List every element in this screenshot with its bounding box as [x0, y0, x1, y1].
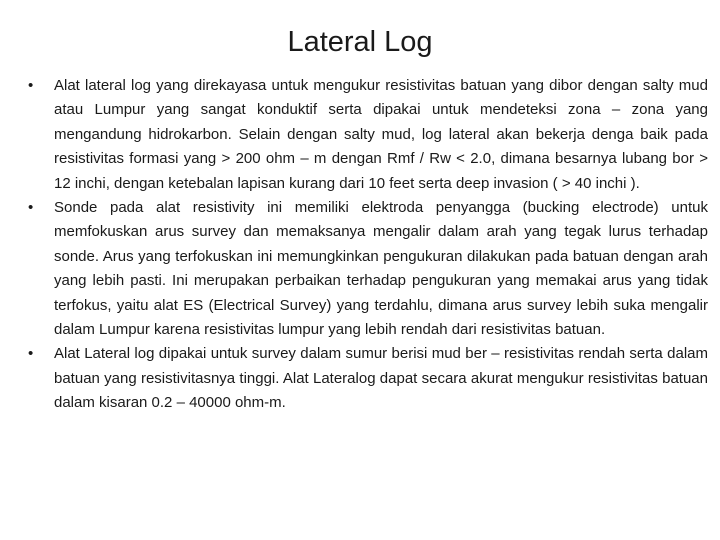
bullet-dot-icon: •: [28, 345, 34, 363]
bullet-dot-icon: •: [28, 77, 34, 94]
bullet-text: Sonde pada alat resistivity ini memiliki elektroda penyangga (bucking electrode) untuk memfokuskan arus survey dan memaksanya mengalir dalam arah yang tegak lurus terhadap sonde. Arus yang terfokuskan ini memungkinkan pengukuran dilakukan pada batuan dengan arah yang lebih pasti. Ini merupakan perbaikan terhadap pengukuran yang memakai arus yang tidak terfokus, yaitu alat ES (Electrical Survey) yang terdahlu, dimana arus survey lebih suka mengalir dalam Lumpur karena resistivitas lumpur yang lebih rendah dari resistivitas batuan.: [54, 199, 708, 339]
bullet-list: [28, 74, 708, 416]
bullet-item: [28, 342, 708, 415]
slide-title: Lateral Log: [287, 26, 433, 58]
bullet-text: Alat Lateral log dipakai untuk survey dalam sumur berisi mud ber – resistivitas rendah serta dalam batuan yang resistivitasnya tinggi. Alat Lateralog dapat secara akurat mengukur resistivitas batuan dalam kisaran 0.2 – 40000 ohm-m.: [54, 345, 708, 412]
bullet-item: [28, 196, 708, 342]
bullet-item: [28, 74, 708, 196]
bullet-text: Alat lateral log yang direkayasa untuk mengukur resistivitas batuan yang dibor dengan salty mud atau Lumpur yang sangat konduktif serta dipakai untuk mendeteksi zona – zona yang mengandung hidrokarbon. Selain dengan salty mud, log lateral akan bekerja denga baik pada resistivitas formasi yang > 200 ohm – m dengan Rmf / Rw < 2.0, dimana besarnya lubang bor > 12 inchi, dengan ketebalan lapisan kurang dari 10 feet serta deep invasion ( > 40 inchi ).: [54, 77, 708, 192]
bullet-dot-icon: •: [28, 199, 34, 217]
